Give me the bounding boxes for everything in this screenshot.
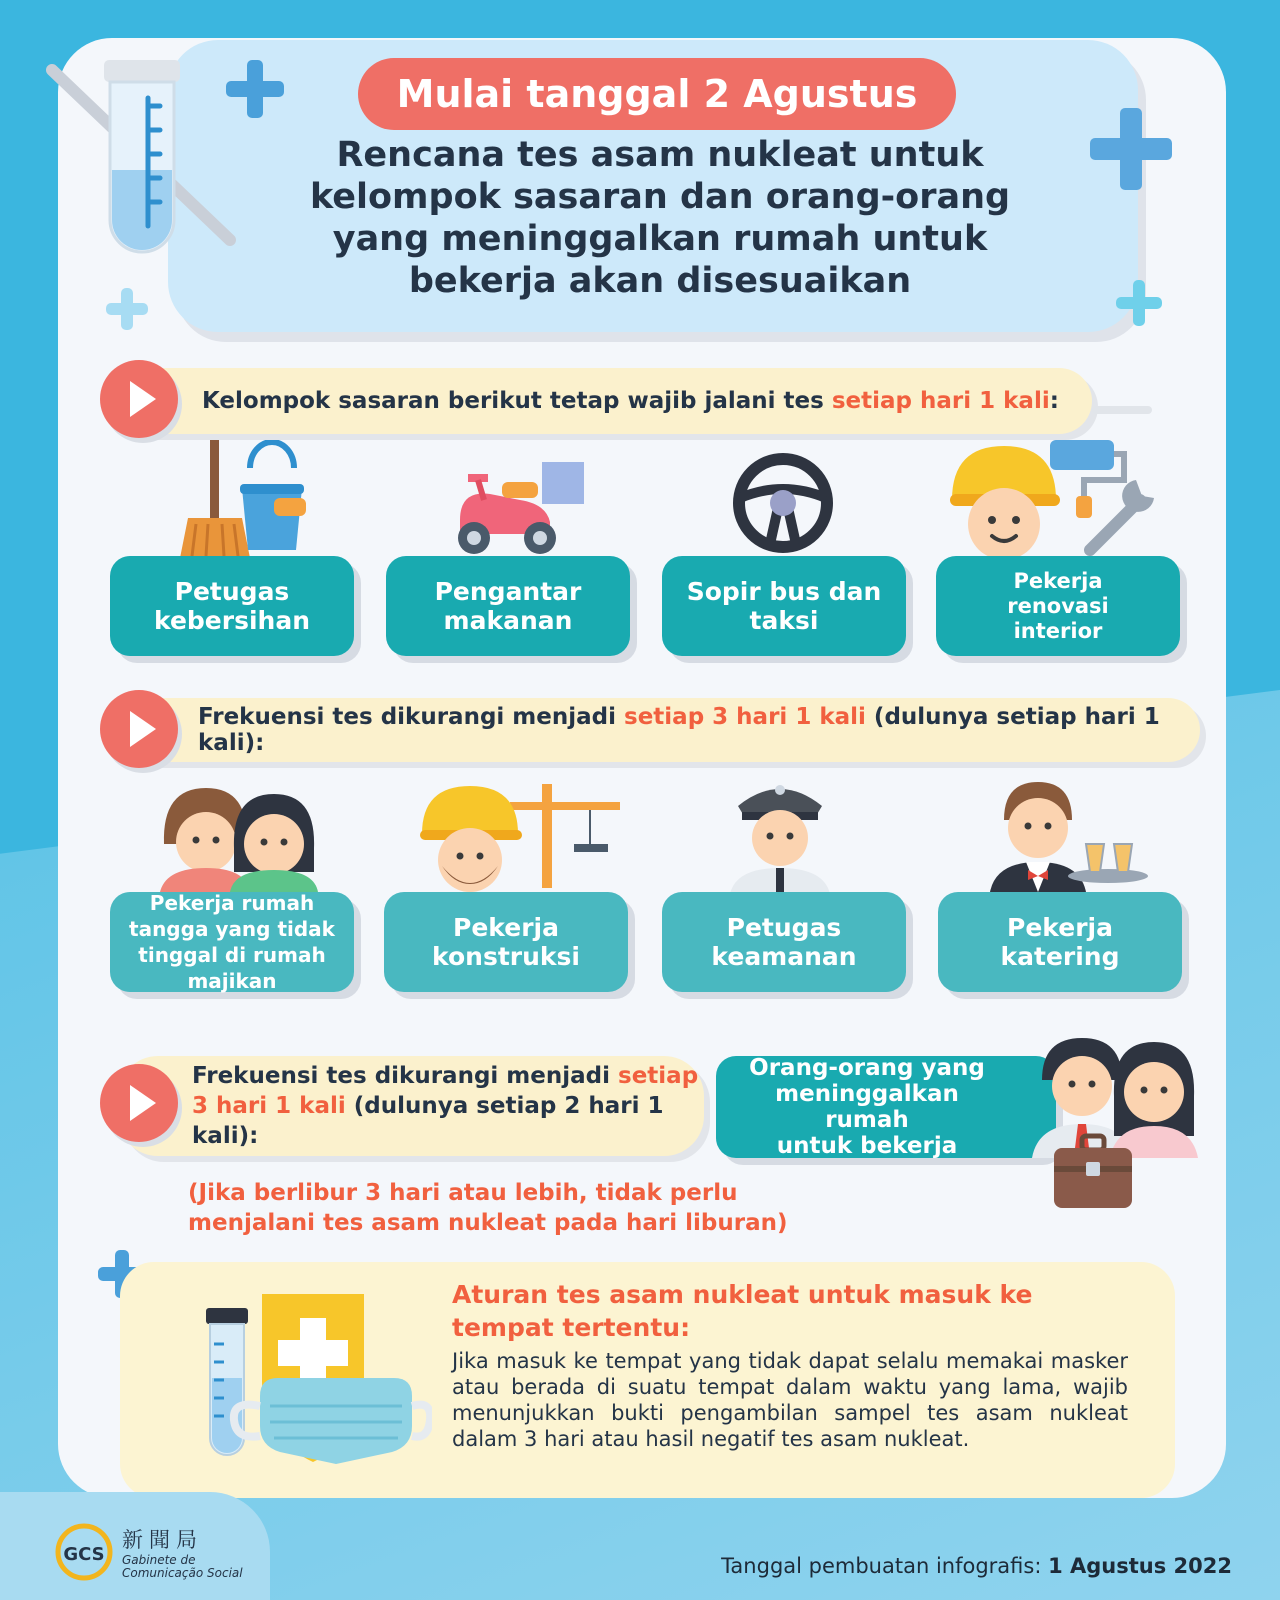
section3-text: Frekuensi tes dikurangi menjadi setiap 3 hari 1 kali (dulunya setiap 2 hari 1 kali): (192, 1063, 699, 1149)
section1-banner (118, 368, 1092, 434)
section3-banner (118, 1056, 704, 1156)
domestic-workers-icon (160, 784, 320, 892)
steering-wheel-icon (732, 452, 834, 554)
plus-decoration-icon (106, 288, 148, 330)
job-pekerja-katering: Pekerja katering (938, 892, 1182, 992)
test-tube-mask-shield-icon (200, 1288, 432, 1464)
job-pekerja-konstruksi: Pekerja konstruksi (384, 892, 628, 992)
job-pekerja-rumah-tangga: Pekerja rumah tangga yang tidak tinggal di rumah majikan (110, 892, 354, 992)
play-bullet-icon (100, 690, 178, 768)
office-workers-box: Orang-orang yang meninggalkan rumah untuk bekerja (716, 1056, 1056, 1158)
infographic-date: Tanggal pembuatan infografis: 1 Agustus 2022 (721, 1554, 1232, 1578)
office-workers-icon (1030, 1036, 1198, 1210)
logo-chinese: 新聞局 (122, 1528, 203, 1552)
svg-text:GCS: GCS (63, 1544, 105, 1565)
holiday-note: (Jika berlibur 3 hari atau lebih, tidak perlu menjalani tes asam nukleat pada hari liburan) (188, 1180, 788, 1236)
gcs-logo-icon (54, 1522, 114, 1582)
plus-decoration-icon (1116, 280, 1162, 326)
page-title: Rencana tes asam nukleat untuk kelompok sasaran dan orang-orang yang meninggalkan rumah untuk bekerja akan disesuaikan (309, 135, 1011, 301)
play-bullet-icon (100, 1064, 178, 1142)
plus-decoration-icon (226, 60, 284, 118)
section2-text: Frekuensi tes dikurangi menjadi setiap 3 hari 1 kali (dulunya setiap hari 1 kali): (198, 704, 1160, 756)
job-sopir-bus-taksi: Sopir bus dan taksi (662, 556, 906, 656)
broom-bucket-icon (178, 440, 318, 558)
renovation-worker-icon (950, 440, 1160, 560)
waiter-icon (988, 780, 1148, 892)
job-pekerja-renovasi-interior: Pekerja renovasi interior (936, 556, 1180, 656)
gcs-logo (122, 1524, 243, 1580)
delivery-scooter-icon (450, 460, 590, 560)
section1-text: Kelompok sasaran berikut tetap wajib jalani tes setiap hari 1 kali: (202, 388, 1059, 414)
rules-body: Jika masuk ke tempat yang tidak dapat selalu memakai masker atau berada di suatu tempat dalam waktu yang lama, wajib menunjukkan bukti pengambilan sampel tes asam nukleat dalam 3 hari atau hasil negatif tes asam nukleat. (452, 1349, 1128, 1451)
job-petugas-keamanan: Petugas keamanan (662, 892, 906, 992)
section2-banner (118, 698, 1200, 762)
rules-title: Aturan tes asam nukleat untuk masuk ke tempat tertentu: (452, 1280, 1033, 1342)
date-pill: Mulai tanggal 2 Agustus (358, 58, 956, 130)
security-guard-icon (730, 776, 830, 894)
play-bullet-icon (100, 360, 178, 438)
job-petugas-kebersihan: Petugas kebersihan (110, 556, 354, 656)
banner-tail (1092, 406, 1152, 414)
construction-worker-icon (420, 784, 620, 894)
logo-portuguese: Gabinete de Comunicação Social (122, 1553, 243, 1580)
job-pengantar-makanan: Pengantar makanan (386, 556, 630, 656)
